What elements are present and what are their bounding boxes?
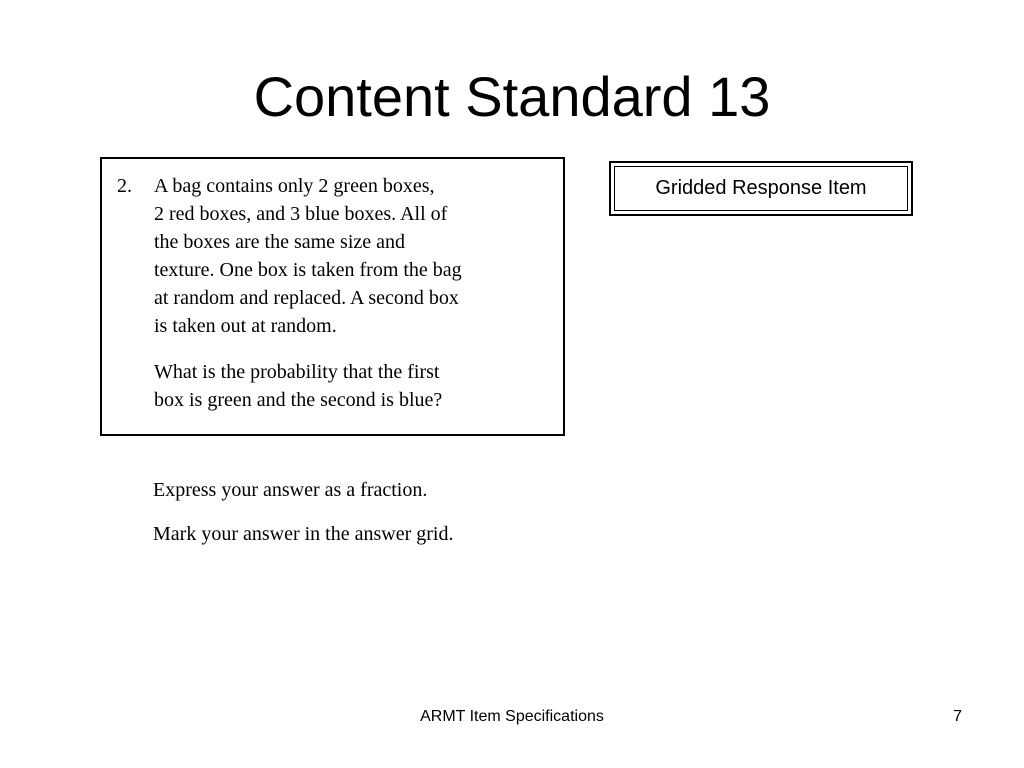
question-stem-line: at random and replaced. A second box [154,287,459,309]
slide-title: Content Standard 13 [253,65,771,128]
question-stem [154,172,554,340]
question-stem-line: A bag contains only 2 green boxes, [154,175,435,197]
instruction-answer-grid: Mark your answer in the answer grid. [153,523,454,545]
question-stem-line: texture. One box is taken from the bag [154,259,462,281]
question-stem-line: the boxes are the same size and [154,231,406,253]
question-number: 2. [117,175,132,197]
question-prompt-line: What is the probability that the first [154,361,440,383]
instruction-fraction: Express your answer as a fraction. [153,479,428,501]
item-type-label: Gridded Response Item [614,166,908,211]
question-prompt-line: box is green and the second is blue? [154,389,443,411]
page-number: 7 [953,708,962,725]
item-type-box [609,161,913,216]
question-stem-line: is taken out at random. [154,315,337,337]
footer-title: ARMT Item Specifications [420,708,604,725]
question-prompt [154,358,554,414]
question-stem-line: 2 red boxes, and 3 blue boxes. All of [154,203,448,225]
question-box [100,157,565,436]
